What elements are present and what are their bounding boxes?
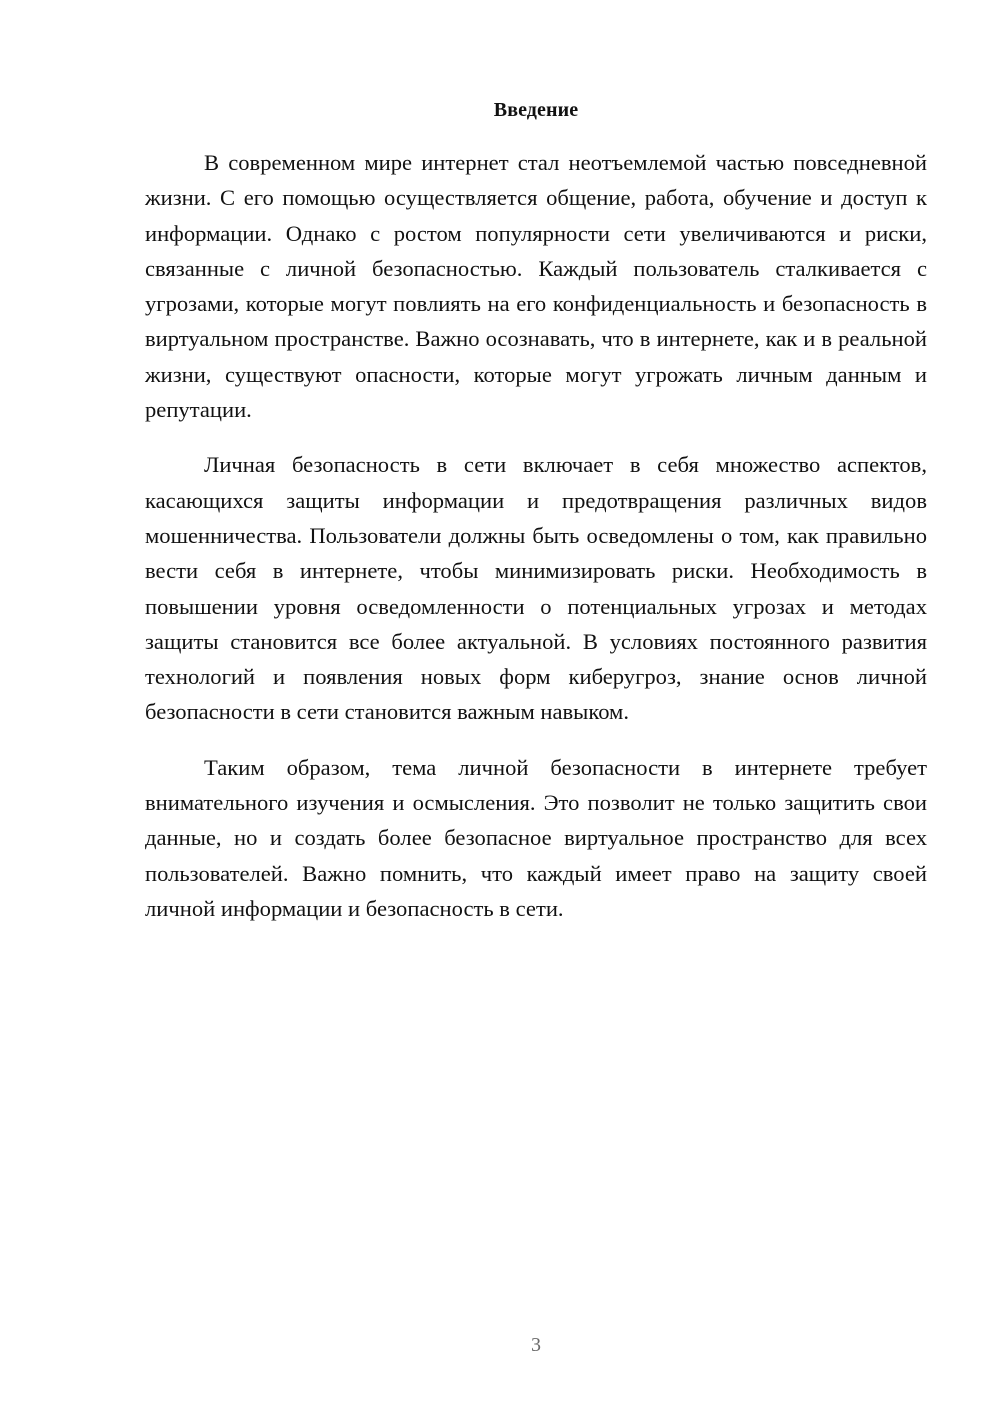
- page-content: [145, 92, 927, 946]
- paragraph-3: Таким образом, тема личной безопасности в интернете требует внимательного изучения и осмысления. Это позволит не только защитить свои данные, но и создать более безопасное виртуальное пространство для всех пользователей. Важно помнить, что каждый имеет право на защиту своей личной информации и безопасность в сети.: [145, 754, 927, 921]
- paragraph-1: В современном мире интернет стал неотъемлемой частью повседневной жизни. С его помощью осуществляется общение, работа, обучение и доступ к информации. Однако с ростом популярности сети увеличиваются и риски, связанные с личной безопасностью. Каждый пользователь сталкивается с угрозами, которые могут повлиять на его конфиденциальность и безопасность в виртуальном пространстве. Важно осознавать, что в интернете, как и в реальной жизни, существуют опасности, которые могут угрожать личным данным и репутации.: [145, 150, 927, 423]
- paragraph-2: Личная безопасность в сети включает в себя множество аспектов, касающихся защиты информации и предотвращения различных видов мошенничества. Пользователи должны быть осведомлены о том, как правильно вести себя в интернете, чтобы минимизировать риски. Необходимость в повышении уровня осведомленности о потенциальных угрозах и методах защиты становится все более актуальной. В условиях постоянного развития технологий и появления новых форм киберугроз, знание основ личной безопасности в сети становится важным навыком.: [145, 452, 927, 725]
- section-heading: Введение: [493, 99, 579, 121]
- page-number: 3: [531, 1334, 541, 1356]
